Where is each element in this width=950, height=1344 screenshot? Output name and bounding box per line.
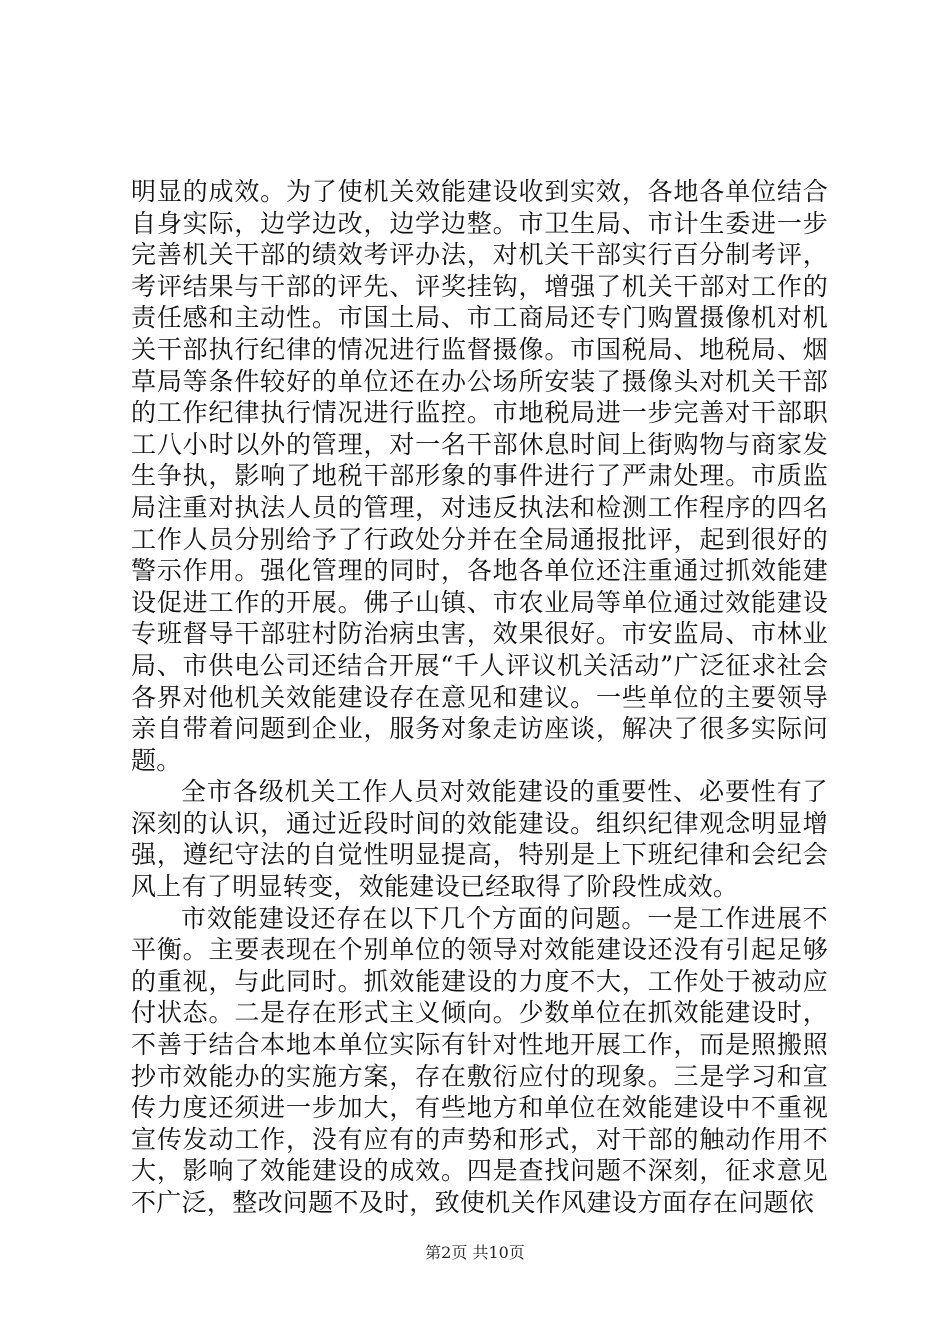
document-body (131, 176, 828, 1219)
paragraph-problems: 市效能建设还存在以下几个方面的问题。一是工作进展不平衡。主要表现在个别单位的领导对效能建设还没有引起足够的重视，与此同时。抓效能建设的力度不大，工作处于被动应付状态。二是存在形式主义倾向。少数单位在抓效能建设时，不善于结合本地本单位实际有针对性地开展工作，而是照搬照抄市效能办的实施方案，存在敷衍应付的现象。三是学习和宣传力度还须进一步加大，有些地方和单位在效能建设中不重视宣传发动工作，没有应有的声势和形式，对干部的触动作用不大，影响了效能建设的成效。四是查找问题不深刻，征求意见不广泛，整改问题不及时，致使机关作风建设方面存在问题依 (131, 903, 828, 1217)
paragraph-awareness: 全市各级机关工作人员对效能建设的重要性、必要性有了深刻的认识，通过近段时间的效能建设。组织纪律观念明显增强，遵纪守法的自觉性明显提高，特别是上下班纪律和会纪会风上有了明显转变，效能建设已经取得了阶段性成效。 (131, 777, 828, 902)
page-footer: 第2页 共10页 (425, 1243, 525, 1262)
paragraph-continuation: 明显的成效。为了使机关效能建设收到实效，各地各单位结合自身实际，边学边改，边学边整。市卫生局、市计生委进一步完善机关干部的绩效考评办法，对机关干部实行百分制考评，考评结果与干部的评先、评奖挂钩，增强了机关干部对工作的责任感和主动性。市国土局、市工商局还专门购置摄像机对机关干部执行纪律的情况进行监督摄像。市国税局、地税局、烟草局等条件较好的单位还在办公场所安装了摄像头对机关干部的工作纪律执行情况进行监控。市地税局进一步完善对干部职工八小时以外的管理，对一名干部休息时间上街购物与商家发生争执，影响了地税干部形象的事件进行了严肃处理。市质监局注重对执法人员的管理，对违反执法和检测工作程序的四名工作人员分别给予了行政处分并在全局通报批评，起到很好的警示作用。强化管理的同时，各地各单位还注重通过抓效能建设促进工作的开展。佛子山镇、市农业局等单位通过效能建设专班督导干部驻村防治病虫害，效果很好。市安监局、市林业局、市供电公司还结合开展“千人评议机关活动”广泛征求社会各界对他机关效能建设存在意见和建议。一些单位的主要领导亲自带着问题到企业，服务对象走访座谈，解决了很多实际问题。 (131, 177, 828, 775)
